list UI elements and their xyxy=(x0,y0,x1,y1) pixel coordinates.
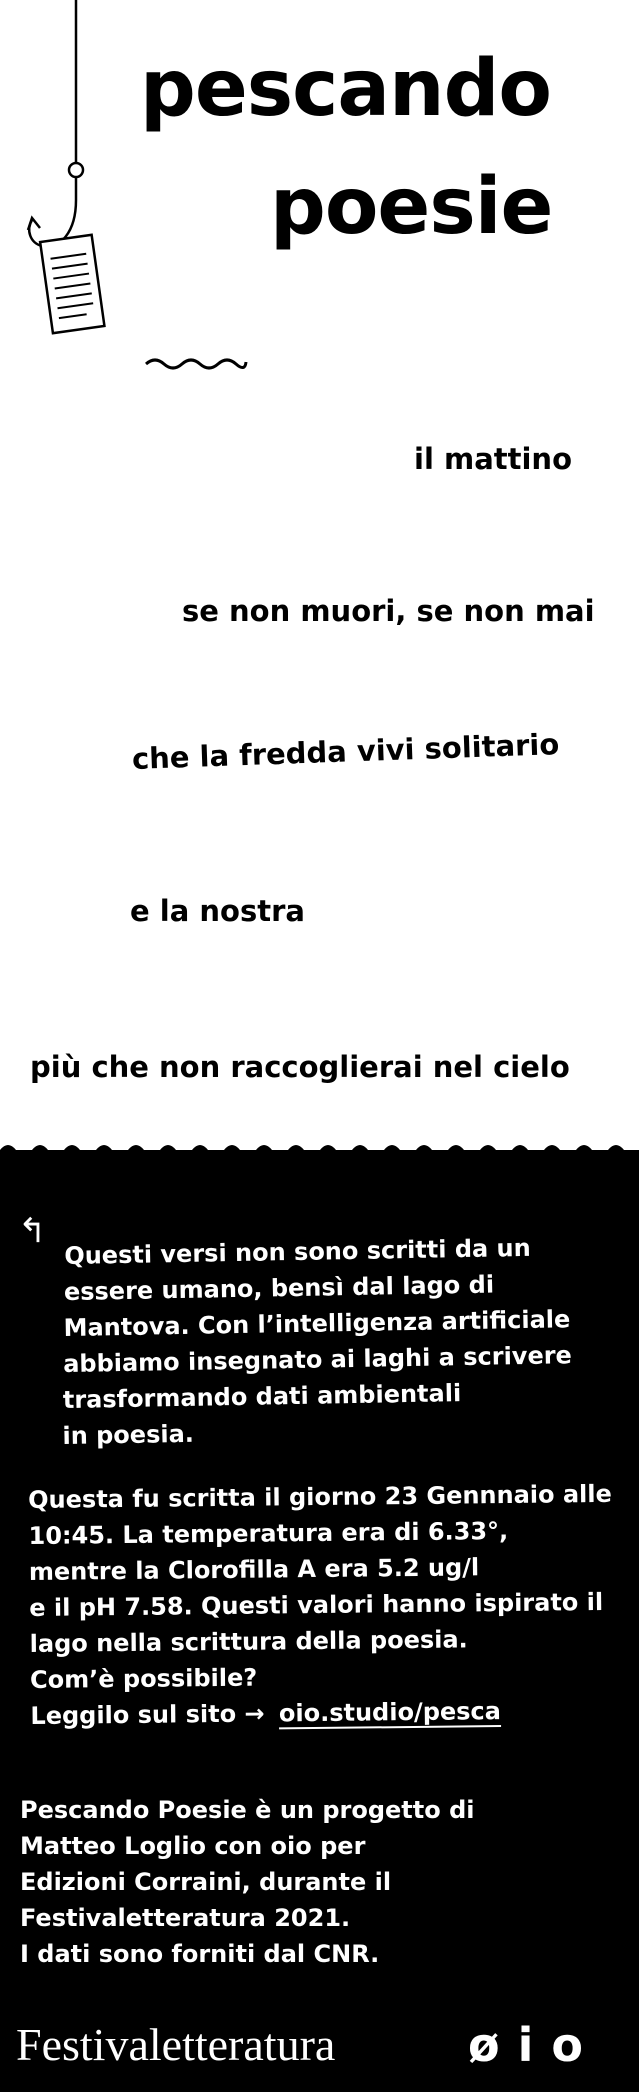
data-paragraph xyxy=(28,1476,614,1734)
intro-line: abbiamo insegnato ai laghi a scrivere xyxy=(62,1341,573,1379)
data-line: 10:45. La temperatura era di 6.33°, xyxy=(28,1516,509,1550)
squiggle-divider xyxy=(144,354,248,374)
intro-line: in poesia. xyxy=(62,1419,195,1451)
data-line: Questa fu scritta il giorno 23 Gennnaio alle xyxy=(28,1479,612,1514)
read-more-row xyxy=(30,1692,614,1734)
poem-line: più che non raccoglierai nel cielo xyxy=(30,1050,570,1084)
credits-paragraph xyxy=(20,1792,475,1972)
data-line: mentre la Clorofilla A era 5.2 ug/l xyxy=(28,1553,480,1586)
fishing-hook-illustration xyxy=(20,0,130,345)
intro-line: Mantova. Con l’intelligenza artificiale xyxy=(63,1305,571,1343)
site-link[interactable]: oio.studio/pesca xyxy=(278,1697,502,1728)
intro-line: Questi versi non sono scritti da un xyxy=(64,1233,531,1270)
poem-line: il mattino xyxy=(414,442,572,476)
data-line: lago nella scrittura della poesia. xyxy=(29,1625,468,1658)
wave-edge xyxy=(0,1138,639,1158)
credits-line: I dati sono forniti dal CNR. xyxy=(20,1940,380,1968)
festival-logo: Festivaletteratura xyxy=(16,2019,336,2070)
credits-line: Pescando Poesie è un progetto di xyxy=(20,1796,475,1824)
poem-line: e la nostra xyxy=(130,894,305,928)
read-more-label: Leggilo sul sito → xyxy=(30,1699,265,1730)
page-title-line1: pescando xyxy=(140,44,551,134)
credits-line: Festivaletteratura 2021. xyxy=(20,1904,351,1932)
poem-line: se non muori, se non mai xyxy=(182,594,595,628)
poem-line: che la fredda vivi solitario xyxy=(131,727,560,776)
return-arrow-icon: ↰ xyxy=(18,1211,47,1251)
data-line: Com’è possibile? xyxy=(29,1663,258,1694)
intro-line: essere umano, bensì dal lago di xyxy=(63,1270,495,1307)
intro-line: trasformando dati ambientali xyxy=(62,1379,462,1415)
intro-paragraph xyxy=(64,1229,573,1454)
page-title-line2: poesie xyxy=(270,162,553,252)
data-line: e il pH 7.58. Questi valori hanno ispirato il xyxy=(29,1587,604,1622)
credits-line: Matteo Loglio con oio per xyxy=(20,1832,366,1860)
credits-line: Edizioni Corraini, durante il xyxy=(20,1868,392,1896)
oio-logo: øio xyxy=(468,2018,601,2072)
